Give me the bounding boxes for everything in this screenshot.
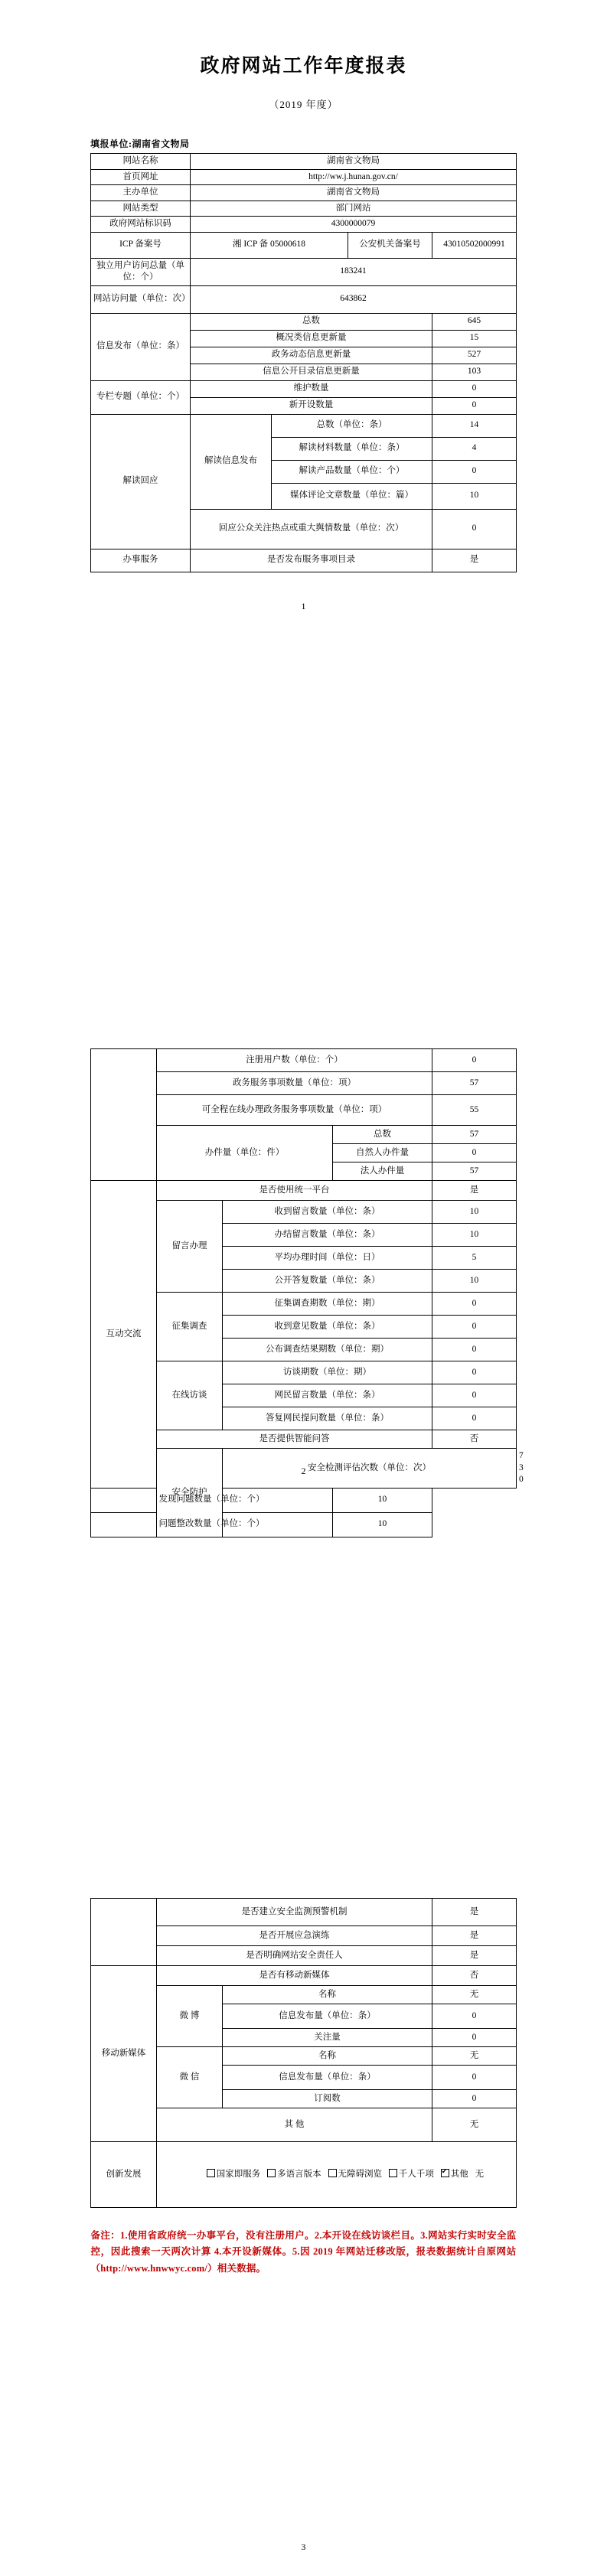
page-1	[0, 0, 607, 857]
service-name: 是否发布服务事项目录	[191, 549, 432, 572]
table-row	[91, 1488, 517, 1512]
row-label: 独立用户访问总量（单位：个）	[91, 258, 191, 285]
table-row	[91, 1512, 517, 1537]
message-item-name: 公开答复数量（单位：条）	[223, 1270, 432, 1293]
table-row	[91, 154, 517, 170]
interpret-item-value: 0	[432, 460, 517, 483]
cases-item-name: 法人办件量	[333, 1162, 432, 1181]
table-row	[91, 201, 517, 217]
survey-item-value: 0	[432, 1293, 517, 1316]
table-row-innovation	[90, 2142, 516, 2208]
message-item-value: 10	[432, 1224, 517, 1247]
weibo-item-name: 信息发布量（单位：条）	[222, 2004, 432, 2029]
table-row	[91, 1181, 517, 1201]
table-row	[91, 185, 517, 201]
publish-item-name: 信息公开目录信息更新量	[191, 364, 432, 380]
security-item-value: 10	[333, 1512, 432, 1537]
cases-label: 办件量（单位：件）	[157, 1126, 333, 1181]
security-item-name: 发现问题数量（单位：个）	[91, 1488, 333, 1512]
innovation-option-1[interactable]	[267, 2170, 321, 2179]
weibo-item-value: 0	[432, 2029, 517, 2047]
table-row	[91, 169, 517, 185]
publish-item-value: 645	[432, 313, 517, 330]
table-row-visits	[91, 258, 517, 285]
weixin-item-value: 0	[432, 2090, 517, 2108]
page-subtitle: （2019 年度）	[269, 99, 338, 110]
row-label: 主办单位	[91, 185, 191, 201]
interview-item-value: 0	[432, 1384, 517, 1407]
service-value: 是	[432, 549, 517, 572]
innovation-option-3[interactable]	[389, 2170, 434, 2179]
column-item-name: 维护数量	[191, 380, 432, 397]
innovation-option-4[interactable]	[441, 2170, 468, 2179]
interview-item-name: 答复网民提问数量（单位：条）	[223, 1407, 432, 1430]
checkbox-icon[interactable]	[389, 2169, 397, 2177]
footnote: 备注：1.使用省政府统一办事平台，没有注册用户。2.本开设在线访谈栏目。3.网站实行实时安全监控，因此搜索一天两次计算 4.本开设新媒体。5.因 2019 年网站迁移改版，报表数据统计自原网站（http://www.hnwwyc.com/）相关数据。	[90, 2230, 517, 2274]
message-item-value: 5	[432, 1247, 517, 1270]
weixin-item-name: 订阅数	[222, 2090, 432, 2108]
survey-item-name: 公布调查结果期数（单位：期）	[223, 1339, 432, 1361]
response-value: 0	[432, 509, 517, 549]
weibo-item-name: 名称	[222, 1986, 432, 2004]
page-number: 2	[301, 1466, 306, 1476]
weixin-label: 微 信	[156, 2047, 222, 2108]
innovation-option-label: 千人千项	[398, 2170, 434, 2180]
column-item-name: 新开设数量	[191, 397, 432, 414]
service-item-name: 注册用户数（单位：个）	[157, 1049, 432, 1072]
row-value: 183241	[191, 258, 517, 285]
checkbox-icon[interactable]	[267, 2169, 276, 2177]
police-record-label: 公安机关备案号	[348, 232, 432, 258]
has-mobile-value: 否	[432, 1966, 517, 1986]
interview-item-name: 访谈期数（单位：期）	[223, 1361, 432, 1384]
page-number: 3	[301, 2542, 306, 2552]
other-media-label: 其 他	[156, 2108, 432, 2142]
smart-qa-name: 是否提供智能问答	[157, 1430, 432, 1449]
icp-number: 湘 ICP 备 05000618	[191, 232, 348, 258]
row-label: 政府网站标识码	[91, 217, 191, 233]
table-row	[90, 1966, 516, 1986]
interpret-item-value: 10	[432, 483, 517, 509]
publish-item-value: 103	[432, 364, 517, 380]
other-media-value: 无	[432, 2108, 517, 2142]
unified-platform-name: 是否使用统一平台	[157, 1181, 432, 1201]
weixin-item-value: 无	[432, 2047, 517, 2066]
innovation-option-label: 其他	[450, 2170, 468, 2180]
service-item-name: 政务服务事项数量（单位：项）	[157, 1072, 432, 1095]
smart-qa-value: 否	[432, 1430, 517, 1449]
weibo-item-name: 关注量	[222, 2029, 432, 2047]
message-item-value: 10	[432, 1270, 517, 1293]
interpret-item-name: 解读产品数量（单位：个）	[272, 460, 432, 483]
innovation-option-0[interactable]	[207, 2170, 261, 2179]
column-item-value: 0	[432, 397, 517, 414]
publish-item-value: 15	[432, 330, 517, 347]
message-label: 留言办理	[157, 1201, 223, 1293]
survey-label: 征集调查	[157, 1293, 223, 1361]
cases-item-name: 自然人办件量	[333, 1144, 432, 1162]
innovation-option-2[interactable]	[328, 2170, 383, 2179]
innovation-option-label: 国家即服务	[216, 2170, 261, 2180]
weixin-item-value: 0	[432, 2066, 517, 2090]
mobile-label: 移动新媒体	[90, 1966, 156, 2142]
table-row: 安全防护 安全检测评估次数（单位：次） 730	[91, 1449, 517, 1489]
message-item-name: 平均办理时间（单位：日）	[223, 1247, 432, 1270]
column-item-value: 0	[432, 380, 517, 397]
interpret-item-name: 总数（单位：条）	[272, 414, 432, 437]
security-item-name: 安全检测评估次数（单位：次）	[223, 1449, 517, 1489]
table-row	[91, 414, 517, 437]
interview-item-value: 0	[432, 1361, 517, 1384]
table-row	[91, 217, 517, 233]
cases-item-name: 总数	[333, 1126, 432, 1144]
row-label: 网站类型	[91, 201, 191, 217]
interpret-label: 解读回应	[91, 414, 191, 549]
survey-item-name: 收到意见数量（单位：条）	[223, 1316, 432, 1339]
innovation-label: 创新发展	[90, 2142, 156, 2208]
table-row	[91, 313, 517, 330]
weibo-label: 微 博	[156, 1986, 222, 2047]
security-item-name: 问题整改数量（单位：个）	[91, 1512, 333, 1537]
row-value: http://ww.j.hunan.gov.cn/	[191, 169, 517, 185]
survey-item-value: 0	[432, 1339, 517, 1361]
service-interaction-table	[90, 1048, 524, 1537]
survey-item-value: 0	[432, 1316, 517, 1339]
top-item-value: 是	[432, 1926, 517, 1946]
row-label: 首页网址	[91, 169, 191, 185]
publish-item-name: 政务动态信息更新量	[191, 347, 432, 364]
weixin-item-name: 名称	[222, 2047, 432, 2066]
survey-item-name: 征集调查期数（单位：期）	[223, 1293, 432, 1316]
innovation-option-label: 多语言版本	[277, 2170, 321, 2180]
column-label: 专栏专题（单位：个）	[91, 380, 191, 414]
interpret-item-name: 解读材料数量（单位：条）	[272, 437, 432, 460]
interpret-sub-label: 解读信息发布	[191, 414, 272, 509]
weibo-item-value: 无	[432, 1986, 517, 2004]
publish-label: 信息发布（单位：条）	[91, 313, 191, 380]
table-row-pageviews	[91, 285, 517, 313]
security-item-value: 10	[333, 1488, 432, 1512]
page-title: 政府网站工作年度报表	[200, 56, 407, 77]
table-row	[91, 380, 517, 397]
top-item-value: 是	[432, 1946, 517, 1966]
page-number: 1	[301, 601, 306, 611]
row-label: 网站名称	[91, 154, 191, 170]
unified-platform-value: 是	[432, 1181, 517, 1201]
message-item-name: 收到留言数量（单位：条）	[223, 1201, 432, 1224]
report-unit-label: 填报单位:湖南省文物局	[90, 139, 190, 149]
service-item-value: 55	[432, 1095, 517, 1126]
table-row-icp	[91, 232, 517, 258]
interpret-item-name: 媒体评论文章数量（单位：篇）	[272, 483, 432, 509]
row-label: 网站访问量（单位：次）	[91, 285, 191, 313]
table-row	[90, 1899, 516, 1926]
publish-item-name: 概况类信息更新量	[191, 330, 432, 347]
mobile-innovation-table	[90, 1898, 517, 2208]
innovation-trailing-text: 无	[475, 2170, 485, 2180]
top-item-name: 是否开展应急演练	[156, 1926, 432, 1946]
cases-item-value: 57	[432, 1126, 517, 1144]
cases-item-value: 57	[432, 1162, 517, 1181]
innovation-options	[156, 2142, 516, 2208]
icp-label: ICP 备案号	[91, 232, 191, 258]
service-item-value: 57	[432, 1072, 517, 1095]
interpret-item-value: 4	[432, 437, 517, 460]
security-label: 安全防护	[157, 1449, 223, 1537]
checkbox-icon[interactable]	[328, 2169, 337, 2177]
row-value: 643862	[191, 285, 517, 313]
weibo-item-value: 0	[432, 2004, 517, 2029]
page-2	[0, 857, 607, 1714]
table-row	[91, 549, 517, 572]
page-3	[0, 1714, 607, 2576]
row-value: 部门网站	[191, 201, 517, 217]
row-value: 湖南省文物局	[191, 154, 517, 170]
top-item-value: 是	[432, 1899, 517, 1926]
publish-item-name: 总数	[191, 313, 432, 330]
interaction-label: 互动交流	[91, 1181, 157, 1489]
response-name: 回应公众关注热点或重大舆情数量（单位：次）	[191, 509, 432, 549]
service-section-label	[91, 1049, 157, 1181]
message-item-value: 10	[432, 1201, 517, 1224]
interview-label: 在线访谈	[157, 1361, 223, 1430]
weixin-item-name: 信息发布量（单位：条）	[222, 2066, 432, 2090]
basic-info-table	[90, 153, 517, 572]
checkbox-icon[interactable]	[207, 2169, 215, 2177]
interview-item-name: 网民留言数量（单位：条）	[223, 1384, 432, 1407]
row-value: 4300000079	[191, 217, 517, 233]
has-mobile-name: 是否有移动新媒体	[156, 1966, 432, 1986]
checkbox-checked-icon[interactable]	[441, 2169, 449, 2177]
cases-item-value: 0	[432, 1144, 517, 1162]
interpret-item-value: 14	[432, 414, 517, 437]
service-item-value: 0	[432, 1049, 517, 1072]
innovation-option-label: 无障碍浏览	[338, 2170, 383, 2180]
top-item-name: 是否建立安全监测预警机制	[156, 1899, 432, 1926]
police-record-number: 43010502000991	[432, 232, 517, 258]
interview-item-value: 0	[432, 1407, 517, 1430]
service-label: 办事服务	[91, 549, 191, 572]
row-value: 湖南省文物局	[191, 185, 517, 201]
publish-item-value: 527	[432, 347, 517, 364]
service-item-name: 可全程在线办理政务服务事项数量（单位：项）	[157, 1095, 432, 1126]
table-row	[91, 1049, 517, 1072]
top-item-name: 是否明确网站安全责任人	[156, 1946, 432, 1966]
security-continued-label	[90, 1899, 156, 1966]
message-item-name: 办结留言数量（单位：条）	[223, 1224, 432, 1247]
